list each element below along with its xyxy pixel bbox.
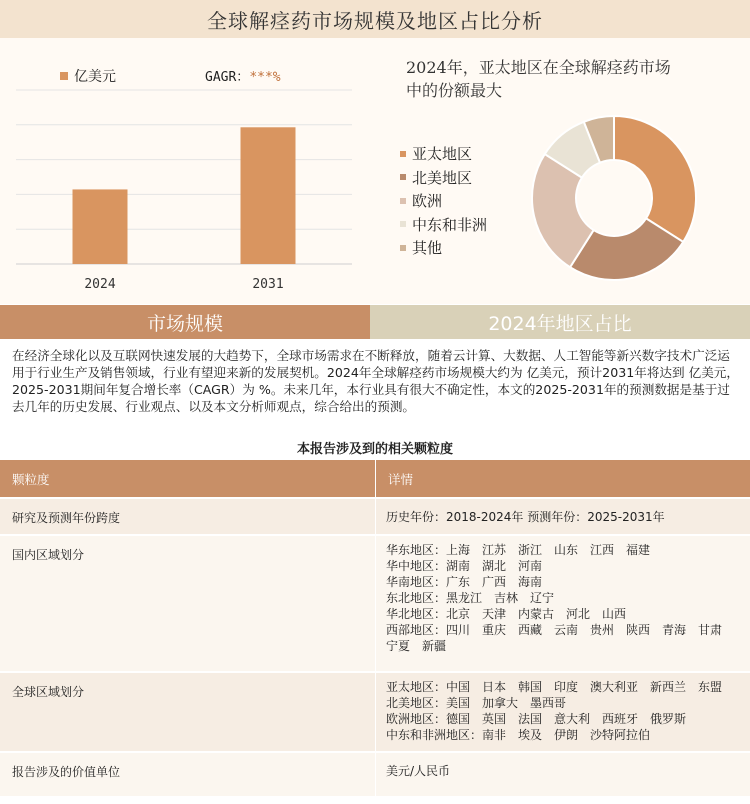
detail-line: 东北地区：黑龙江 吉林 辽宁: [386, 591, 555, 605]
detail-line: 美元/人民币: [386, 764, 451, 778]
bar-2031: [241, 127, 296, 264]
detail-line: 中东和非洲地区：南非 埃及 伊朗 沙特阿拉伯: [386, 728, 651, 742]
section-market-size: 市场规模: [0, 305, 370, 339]
x-tick-label: 2024: [84, 277, 116, 292]
title-bar: [0, 0, 750, 38]
table-header: [0, 460, 750, 497]
table-header-col2: 详情: [375, 460, 750, 497]
detail-line: 宁夏 新疆: [386, 639, 447, 653]
legend-label: 亚太地区: [412, 145, 473, 164]
detail-line: 华南地区：广东 广西 海南: [386, 575, 543, 589]
table-cell-detail: [375, 536, 750, 671]
pie-title-line1: 2024年，亚太地区在全球解痉药市场: [406, 58, 671, 77]
table-cell-detail: [375, 673, 750, 751]
detail-line: 西部地区：四川 重庆 西藏 云南 贵州 陕西 青海 甘肃: [386, 623, 723, 637]
section-region-share: 2024年地区占比: [370, 305, 750, 339]
gagr-value: ***%: [249, 70, 281, 85]
detail-line: 历史年份：2018-2024年 预测年份：2025-2031年: [386, 510, 665, 524]
detail-line: 华东地区：上海 江苏 浙江 山东 江西 福建: [386, 543, 651, 557]
bar-2024: [73, 189, 128, 264]
pie-title-line2: 中的份额最大: [406, 81, 503, 100]
bar-legend-label: 亿美元: [74, 69, 116, 85]
legend-label: 其他: [412, 239, 443, 258]
table-header-col1: 颗粒度: [12, 471, 50, 487]
region-share-panel: [370, 38, 750, 304]
table-cell-label: 研究及预测年份跨度: [0, 499, 375, 534]
table-row: [0, 751, 750, 796]
table-cell-label: 国内区域划分: [0, 536, 375, 671]
bar-chart: [0, 38, 370, 304]
detail-line: 亚太地区：中国 日本 韩国 印度 澳大利亚 新西兰 东盟: [386, 680, 723, 694]
x-tick-label: 2031: [252, 277, 284, 292]
legend-label: 欧洲: [412, 192, 443, 211]
granularity-table: [0, 460, 750, 796]
legend-label: 中东和非洲: [412, 215, 488, 234]
detail-line: 华中地区：湖南 湖北 河南: [386, 559, 543, 573]
market-size-panel: [0, 38, 370, 304]
table-row: [0, 534, 750, 671]
detail-line: 欧洲地区：德国 英国 法国 意大利 西班牙 俄罗斯: [386, 712, 687, 726]
gagr-text: GAGR：: [205, 70, 250, 85]
intro-paragraph: 在经济全球化以及互联网快速发展的大趋势下，全球市场需求在不断释放，随着云计算、大数据、人工智能等新兴数字技术广泛运用于行业生产及销售领域，行业有望迎来新的发展契机。2024年全球解痉药市场规模大约为 亿美元，预计2031年将达到 亿美元，2025-2031期间年复合增长率（CAGR）为 %。未来几年，本行业具有很大不确定性，本文的2025-2031年的预测数据是基于过去几年的历史发展、行业观点、以及本文分析师观点，综合给出的预测。: [12, 348, 739, 414]
detail-line: 华北地区：北京 天津 内蒙古 河北 山西: [386, 607, 627, 621]
table-caption: 本报告涉及到的相关颗粒度: [296, 442, 453, 457]
legend-label: 北美地区: [412, 168, 473, 187]
table-cell-detail: [375, 499, 750, 534]
donut-chart: [370, 38, 750, 304]
table-cell-detail: [375, 753, 750, 796]
detail-line: 北美地区：美国 加拿大 墨西哥: [386, 696, 567, 710]
table-row: [0, 671, 750, 751]
page-title: 全球解痉药市场规模及地区占比分析: [207, 8, 543, 33]
table-row: [0, 497, 750, 534]
table-cell-label: 全球区域划分: [0, 673, 375, 751]
table-cell-label: 报告涉及的价值单位: [0, 753, 375, 796]
